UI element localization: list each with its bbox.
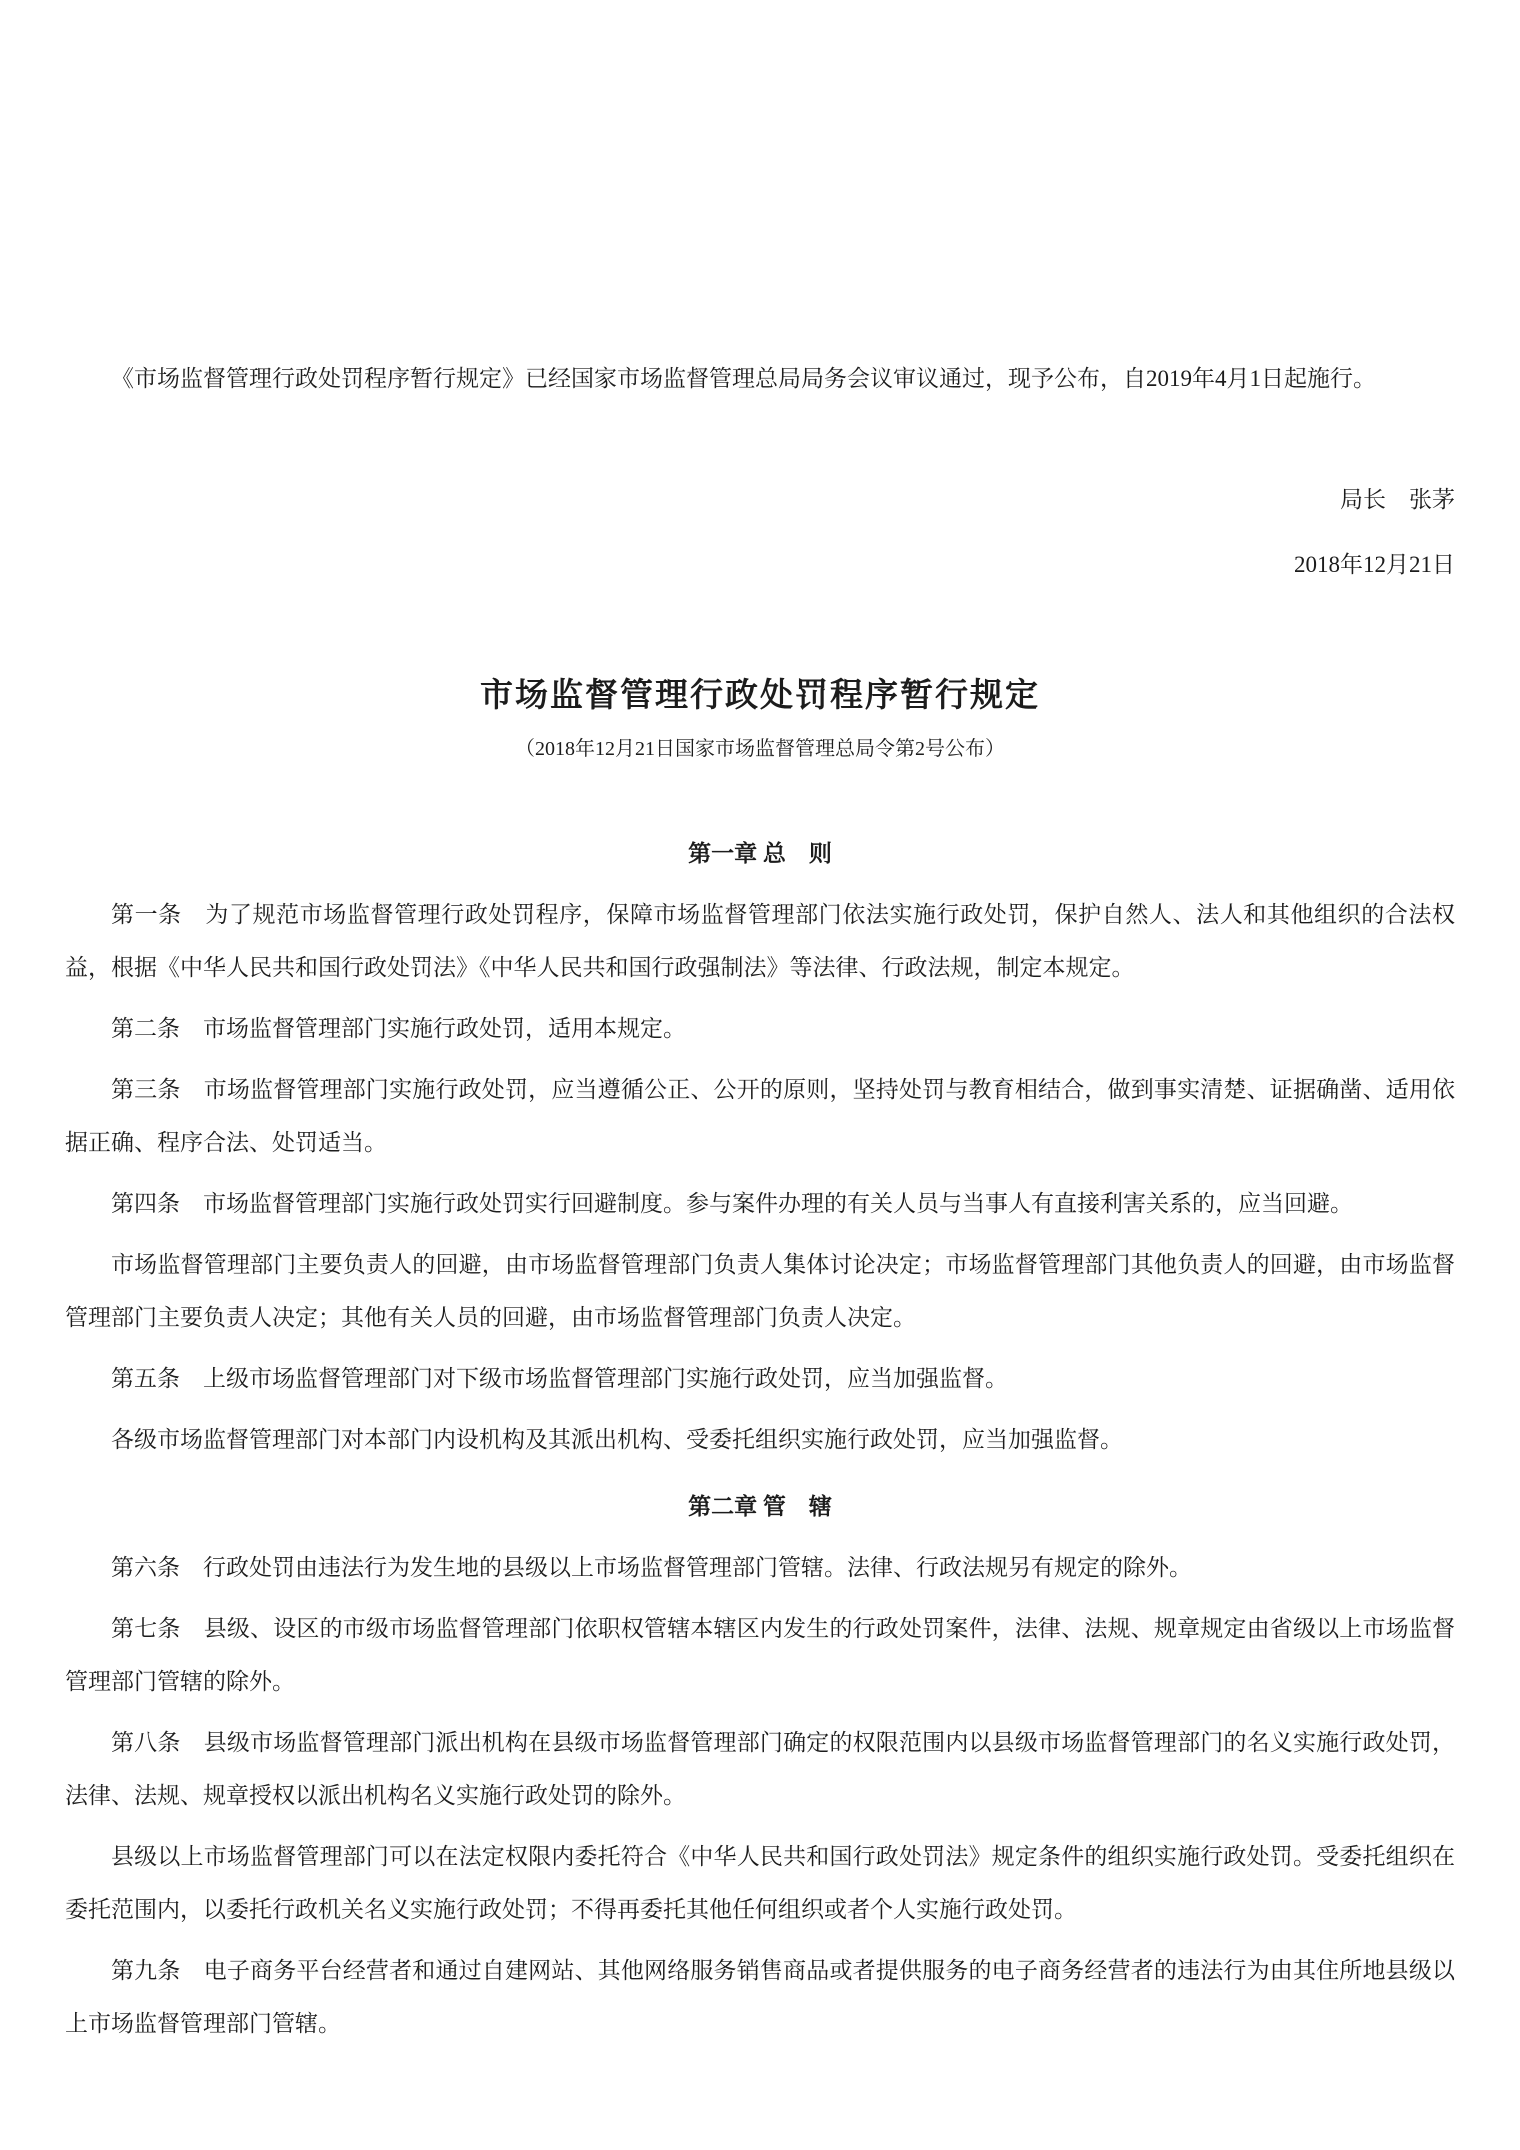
article-paragraph: 第六条 行政处罚由违法行为发生地的县级以上市场监督管理部门管辖。法律、行政法规另有规定的除外。 [111, 1555, 1192, 1580]
article-paragraph: 第四条 市场监督管理部门实施行政处罚实行回避制度。参与案件办理的有关人员与当事人有直接利害关系的，应当回避。 [111, 1191, 1353, 1216]
document-title: 市场监督管理行政处罚程序暂行规定 [480, 676, 1040, 713]
chapter-2-heading: 第二章 管 辖 [688, 1494, 832, 1519]
article-paragraph: 各级市场监督管理部门对本部门内设机构及其派出机构、受委托组织实施行政处罚，应当加强监督。 [111, 1427, 1123, 1452]
article-paragraph: 第九条 电子商务平台经营者和通过自建网站、其他网络服务销售商品或者提供服务的电子商务经营者的违法行为由其住所地县级以上市场监督管理部门管辖。 [65, 1958, 1455, 2036]
article-paragraph: 第二条 市场监督管理部门实施行政处罚，适用本规定。 [111, 1016, 686, 1041]
publication-announcement: 《市场监督管理行政处罚程序暂行规定》已经国家市场监督管理总局局务会议审议通过，现予公布，自2019年4月1日起施行。 [111, 366, 1376, 391]
signature-date: 2018年12月21日 [1294, 552, 1455, 577]
article-paragraph: 第五条 上级市场监督管理部门对下级市场监督管理部门实施行政处罚，应当加强监督。 [111, 1366, 1008, 1391]
article-paragraph: 第八条 县级市场监督管理部门派出机构在县级市场监督管理部门确定的权限范围内以县级市场监督管理部门的名义实施行政处罚，法律、法规、规章授权以派出机构名义实施行政处罚的除外。 [65, 1730, 1455, 1808]
signer-line: 局长 张茅 [1340, 487, 1455, 512]
article-paragraph: 市场监督管理部门主要负责人的回避，由市场监督管理部门负责人集体讨论决定；市场监督管理部门其他负责人的回避，由市场监督管理部门主要负责人决定；其他有关人员的回避，由市场监督管理部门负责人决定。 [65, 1252, 1455, 1330]
article-paragraph: 第七条 县级、设区的市级市场监督管理部门依职权管辖本辖区内发生的行政处罚案件，法律、法规、规章规定由省级以上市场监督管理部门管辖的除外。 [65, 1616, 1455, 1694]
document-subtitle: （2018年12月21日国家市场监督管理总局令第2号公布） [515, 738, 1005, 760]
chapter-1-heading: 第一章 总 则 [688, 841, 832, 866]
article-paragraph: 第三条 市场监督管理部门实施行政处罚，应当遵循公正、公开的原则，坚持处罚与教育相结合，做到事实清楚、证据确凿、适用依据正确、程序合法、处罚适当。 [65, 1077, 1455, 1155]
article-paragraph: 县级以上市场监督管理部门可以在法定权限内委托符合《中华人民共和国行政处罚法》规定条件的组织实施行政处罚。受委托组织在委托范围内，以委托行政机关名义实施行政处罚；不得再委托其他任何组织或者个人实施行政处罚。 [65, 1844, 1455, 1922]
article-paragraph: 第一条 为了规范市场监督管理行政处罚程序，保障市场监督管理部门依法实施行政处罚，保护自然人、法人和其他组织的合法权益，根据《中华人民共和国行政处罚法》《中华人民共和国行政强制法》等法律、行政法规，制定本规定。 [65, 902, 1455, 980]
